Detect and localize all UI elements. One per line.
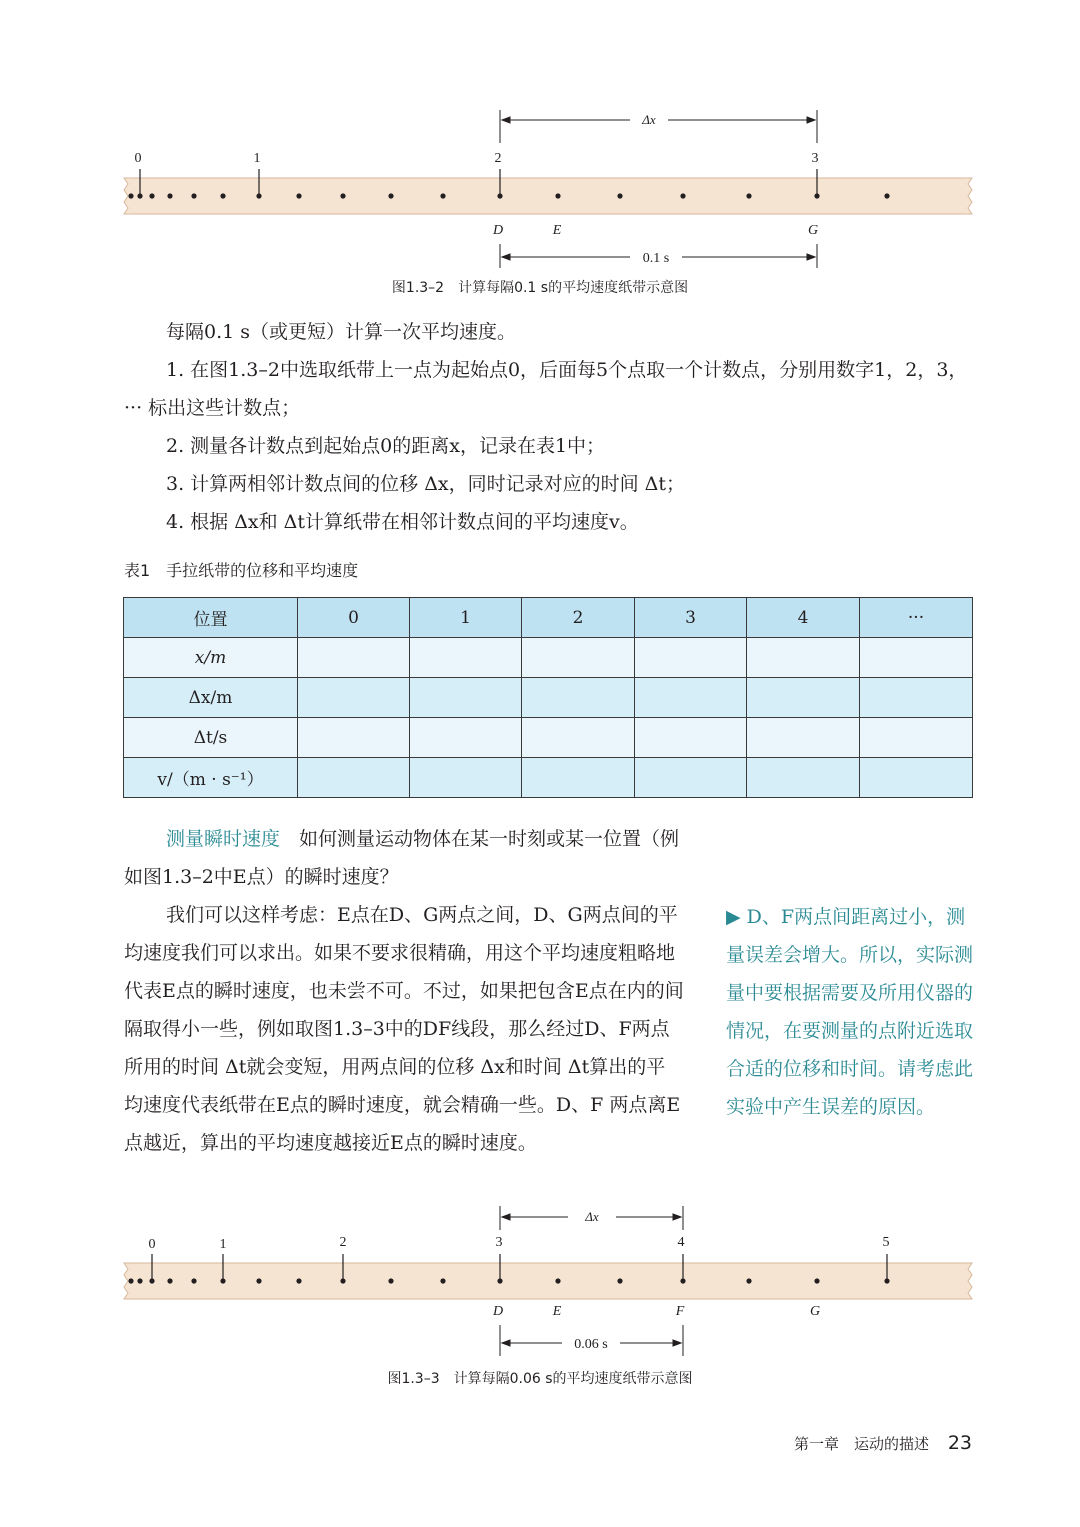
- delta-x-label: Δx: [585, 1209, 599, 1224]
- time-interval-label: 0.1 s: [642, 251, 670, 266]
- time-interval-label: 0.06 s: [574, 1337, 608, 1352]
- header-cell: 0: [298, 598, 410, 638]
- steps-intro: 每隔0.1 s（或更短）计算一次平均速度。: [166, 321, 517, 343]
- paper-tape: [124, 1263, 972, 1299]
- section-question: 如何测量运动物体在某一时刻或某一位置（例如图1.3–2中E点）的瞬时速度？: [124, 828, 680, 888]
- tick-label-4: 4: [677, 1235, 685, 1250]
- tick-label-1: 1: [253, 151, 261, 166]
- header-cell: 位置: [124, 598, 298, 638]
- page-number: 23: [947, 1432, 972, 1454]
- tick-label-3: 3: [495, 1235, 503, 1250]
- row-label: Δx/m: [124, 678, 298, 718]
- tick-label-3: 3: [811, 151, 819, 166]
- tick-label-5: 5: [882, 1235, 890, 1250]
- point-label-g: G: [809, 1304, 821, 1319]
- figure-caption-2: 图1.3–3 计算每隔0.06 s的平均速度纸带示意图: [387, 1371, 693, 1387]
- chapter-title: 第一章 运动的描述: [794, 1435, 930, 1453]
- tick-label-2: 2: [494, 151, 502, 166]
- point-label-g: G: [807, 223, 819, 238]
- figure-caption-1: 图1.3–2 计算每隔0.1 s的平均速度纸带示意图: [391, 280, 689, 296]
- step-1: 1. 在图1.3–2中选取纸带上一点为起始点0，后面每5个点取一个计数点，分别用数字1，2，3，··· 标出这些计数点；: [124, 359, 958, 419]
- header-cell: 2: [522, 598, 635, 638]
- tick-label-0: 0: [134, 151, 142, 166]
- point-label-e: E: [552, 1304, 562, 1319]
- row-label: x/m: [124, 638, 298, 678]
- side-note: ▶ D、F两点间距离过小，测量误差会增大。所以，实际测量中要根据需要及所用仪器的情况，在要测量的点附近选取合适的位移和时间。请考虑此实验中产生误差的原因。: [726, 906, 974, 1118]
- header-cell: ···: [860, 598, 973, 638]
- header-cell: 4: [747, 598, 860, 638]
- point-label-f: F: [675, 1304, 685, 1319]
- page-footer: [794, 1432, 972, 1454]
- point-label-e: E: [552, 223, 562, 238]
- step-2: 2. 测量各计数点到起始点0的距离x，记录在表1中；: [166, 435, 606, 457]
- header-cell: 1: [410, 598, 522, 638]
- section-heading: 测量瞬时速度: [166, 828, 281, 850]
- point-label-d: D: [492, 223, 504, 238]
- tick-label-0: 0: [148, 1237, 156, 1252]
- row-label: v/（m · s⁻¹）: [124, 758, 298, 798]
- step-3: 3. 计算两相邻计数点间的位移 Δx，同时记录对应的时间 Δt；: [166, 473, 686, 495]
- step-4: 4. 根据 Δx和 Δt计算纸带在相邻计数点间的平均速度v。: [166, 511, 639, 533]
- tick-label-2: 2: [339, 1235, 347, 1250]
- table-title: 表1 手拉纸带的位移和平均速度: [124, 561, 359, 580]
- delta-x-label: Δx: [642, 112, 656, 127]
- tick-label-1: 1: [219, 1237, 227, 1252]
- header-cell: 3: [635, 598, 747, 638]
- point-label-d: D: [492, 1304, 504, 1319]
- section-paragraph: 我们可以这样考虑：E点在D、G两点之间，D、G两点间的平均速度我们可以求出。如果不要求很精确，用这个平均速度粗略地代表E点的瞬时速度，也未尝不可。不过，如果把包含E点在内的间隔取得小一些，例如取图1.3–3中的DF线段，那么经过D、F两点所用的时间 Δt就会变短，用两点间的位移 Δx和时间 Δt算出的平均速度代表纸带在E点的瞬时速度，就会精确一些。D、F 两点离E点越近，算出的平均速度越接近E点的瞬时速度。: [124, 904, 684, 1154]
- row-label: Δt/s: [124, 718, 298, 758]
